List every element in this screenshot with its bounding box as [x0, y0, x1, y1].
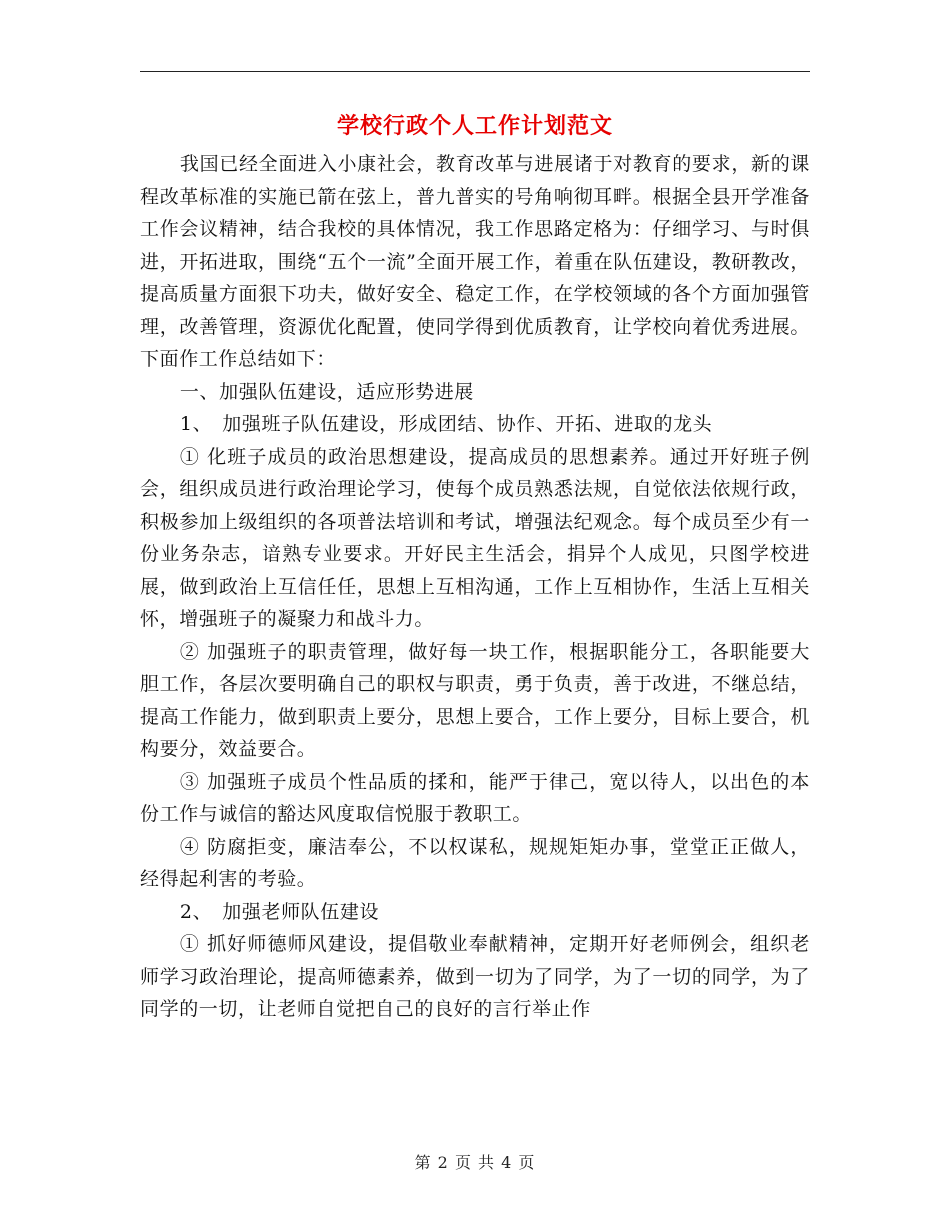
paragraph-intro: 我国已经全面进入小康社会，教育改革与进展诸于对教育的要求，新的课程改革标准的实施已箭在弦上，普九普实的号角响彻耳畔。根据全县开学准备工作会议精神，结合我校的具体情况，我工作思路定格为：仔细学习、与时俱进，开拓进取，围绕“五个一流”全面开展工作，着重在队伍建设，教研教改，提高质量方面狠下功夫，做好安全、稳定工作，在学校领域的各个方面加强管理，改善管理，资源优化配置，使同学得到优质教育，让学校向着优秀进展。下面作工作总结如下：: [140, 153, 810, 370]
header-rule: [140, 71, 810, 72]
subsection-heading-1: 1、 加强班子队伍建设，形成团结、协作、开拓、进取的龙头: [179, 413, 713, 435]
section-heading-1: 一、加强队伍建设，适应形势进展: [179, 380, 474, 403]
document-body: [140, 148, 810, 1026]
document-title: 学校行政个人工作计划范文: [336, 113, 613, 139]
subsection-heading-2: 2、 加强老师队伍建设: [179, 900, 380, 923]
paragraph-item-5: ① 抓好师德师风建设，提倡敬业奉献精神，定期开好老师例会，组织老师学习政治理论，提高师德素养，做到一切为了同学，为了一切的同学，为了同学的一切，让老师自觉把自己的良好的言行举止作: [140, 933, 810, 1020]
paragraph-item-3: ③ 加强班子成员个性品质的揉和，能严于律己，宽以待人，以出色的本份工作与诚信的豁达风度取信悦服于教职工。: [140, 770, 810, 825]
page-footer: 第 2 页 共 4 页: [414, 1153, 536, 1172]
paragraph-item-2: ② 加强班子的职责管理，做好每一块工作，根据职能分工，各职能要大胆工作，各层次要明确自己的职权与职责，勇于负责，善于改进，不继总结，提高工作能力，做到职责上要分，思想上要合，工作上要分，目标上要合，机构要分，效益要合。: [140, 640, 810, 760]
paragraph-item-4: ④ 防腐拒变，廉洁奉公，不以权谋私，规规矩矩办事，堂堂正正做人，经得起利害的考验。: [140, 835, 810, 890]
paragraph-item-1: ① 化班子成员的政治思想建设，提高成员的思想素养。通过开好班子例会，组织成员进行政治理论学习，使每个成员熟悉法规，自觉依法依规行政，积极参加上级组织的各项普法培训和考试，增强法纪观念。每个成员至少有一份业务杂志，谙熟专业要求。开好民主生活会，捐异个人成见，只图学校进展，做到政治上互信任任，思想上互相沟通，工作上互相协作，生活上互相关怀，增强班子的凝聚力和战斗力。: [140, 445, 810, 630]
